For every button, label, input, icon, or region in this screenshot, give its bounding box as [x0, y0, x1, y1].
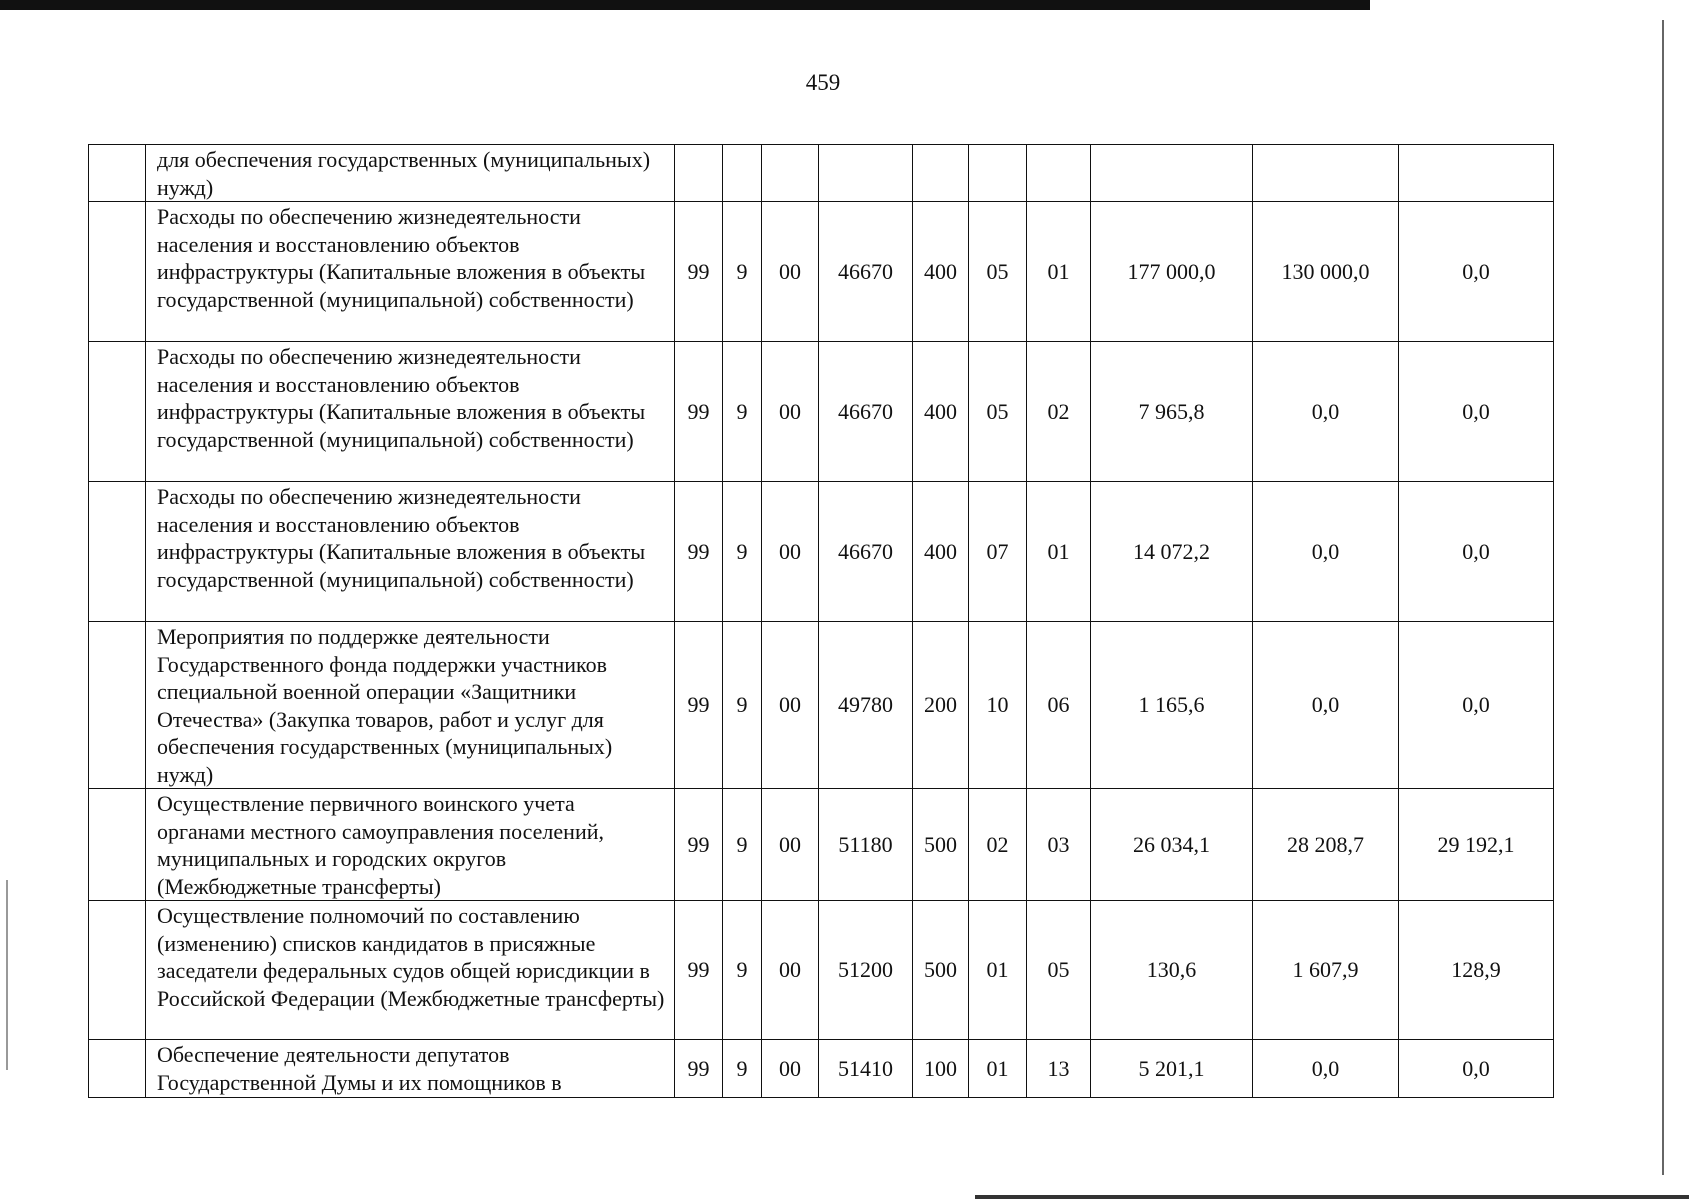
table-row — [89, 901, 1554, 1040]
code-expense: 51410 — [819, 1040, 913, 1098]
code-pr — [1027, 145, 1091, 202]
code-expense: 46670 — [819, 202, 913, 342]
sum-year-2: 0,0 — [1253, 1040, 1399, 1098]
page-number: 459 — [805, 70, 841, 95]
sum-year-2: 130 000,0 — [1253, 202, 1399, 342]
sum-year-3: 0,0 — [1399, 482, 1554, 622]
code-direction: 00 — [762, 342, 819, 482]
sum-year-2: 1 607,9 — [1253, 901, 1399, 1040]
sum-year-2: 0,0 — [1253, 482, 1399, 622]
code-vr: 100 — [913, 1040, 969, 1098]
row-description: Расходы по обеспечению жизнедеятельности населения и восстановлению объектов инфраструктуры (Капитальные вложения в объекты государственной (муниципальной) собственности) — [146, 482, 675, 622]
sum-year-2 — [1253, 145, 1399, 202]
row-number-cell — [89, 342, 146, 482]
code-pr: 01 — [1027, 482, 1091, 622]
row-description: Обеспечение деятельности депутатов Государственной Думы и их помощников в — [146, 1040, 675, 1098]
sum-year-1: 5 201,1 — [1091, 1040, 1253, 1098]
code-rz: 05 — [969, 342, 1027, 482]
sum-year-3: 29 192,1 — [1399, 789, 1554, 901]
code-direction: 00 — [762, 622, 819, 789]
sum-year-2: 28 208,7 — [1253, 789, 1399, 901]
sum-year-3 — [1399, 145, 1554, 202]
code-vr: 500 — [913, 901, 969, 1040]
code-subprogram: 9 — [723, 1040, 762, 1098]
row-number-cell — [89, 482, 146, 622]
code-rz: 01 — [969, 901, 1027, 1040]
sum-year-1: 7 965,8 — [1091, 342, 1253, 482]
table-row — [89, 789, 1554, 901]
code-rz: 05 — [969, 202, 1027, 342]
code-program: 99 — [675, 202, 723, 342]
row-number-cell — [89, 901, 146, 1040]
code-rz: 02 — [969, 789, 1027, 901]
code-subprogram: 9 — [723, 342, 762, 482]
code-pr: 05 — [1027, 901, 1091, 1040]
row-number-cell — [89, 145, 146, 202]
row-description: Осуществление полномочий по составлению (изменению) списков кандидатов в присяжные заседатели федеральных судов общей юрисдикции в Российской Федерации (Межбюджетные трансферты) — [146, 901, 675, 1040]
code-rz: 10 — [969, 622, 1027, 789]
sum-year-3: 0,0 — [1399, 202, 1554, 342]
table-row — [89, 482, 1554, 622]
code-subprogram: 9 — [723, 622, 762, 789]
code-program: 99 — [675, 622, 723, 789]
code-expense — [819, 145, 913, 202]
row-description: для обеспечения государственных (муниципальных) нужд) — [146, 145, 675, 202]
code-expense: 51180 — [819, 789, 913, 901]
code-vr: 400 — [913, 202, 969, 342]
code-vr: 400 — [913, 482, 969, 622]
row-number-cell — [89, 1040, 146, 1098]
scan-top-border — [0, 0, 1370, 10]
sum-year-3: 128,9 — [1399, 901, 1554, 1040]
table-row — [89, 202, 1554, 342]
sum-year-3: 0,0 — [1399, 342, 1554, 482]
sum-year-1: 177 000,0 — [1091, 202, 1253, 342]
scan-left-mark — [6, 880, 8, 1070]
sum-year-1: 1 165,6 — [1091, 622, 1253, 789]
code-expense: 49780 — [819, 622, 913, 789]
table-row — [89, 342, 1554, 482]
row-number-cell — [89, 789, 146, 901]
table-row — [89, 622, 1554, 789]
code-vr: 400 — [913, 342, 969, 482]
budget-table — [88, 144, 1554, 1098]
code-direction: 00 — [762, 482, 819, 622]
table-row — [89, 1040, 1554, 1098]
code-vr: 500 — [913, 789, 969, 901]
code-vr — [913, 145, 969, 202]
sum-year-3: 0,0 — [1399, 622, 1554, 789]
row-number-cell — [89, 202, 146, 342]
code-expense: 46670 — [819, 482, 913, 622]
sum-year-1: 130,6 — [1091, 901, 1253, 1040]
row-description: Расходы по обеспечению жизнедеятельности населения и восстановлению объектов инфраструктуры (Капитальные вложения в объекты государственной (муниципальной) собственности) — [146, 342, 675, 482]
code-direction: 00 — [762, 789, 819, 901]
budget-table-body — [89, 145, 1554, 1098]
row-description: Расходы по обеспечению жизнедеятельности населения и восстановлению объектов инфраструктуры (Капитальные вложения в объекты государственной (муниципальной) собственности) — [146, 202, 675, 342]
code-direction — [762, 145, 819, 202]
scan-right-edge-line — [1662, 20, 1664, 1175]
sum-year-1: 26 034,1 — [1091, 789, 1253, 901]
code-subprogram: 9 — [723, 482, 762, 622]
code-direction: 00 — [762, 901, 819, 1040]
code-expense: 46670 — [819, 342, 913, 482]
code-program: 99 — [675, 901, 723, 1040]
code-subprogram: 9 — [723, 901, 762, 1040]
code-vr: 200 — [913, 622, 969, 789]
sum-year-2: 0,0 — [1253, 622, 1399, 789]
sum-year-1 — [1091, 145, 1253, 202]
code-pr: 02 — [1027, 342, 1091, 482]
code-pr: 13 — [1027, 1040, 1091, 1098]
code-pr: 03 — [1027, 789, 1091, 901]
code-subprogram: 9 — [723, 789, 762, 901]
code-pr: 06 — [1027, 622, 1091, 789]
code-rz: 07 — [969, 482, 1027, 622]
sum-year-3: 0,0 — [1399, 1040, 1554, 1098]
code-program: 99 — [675, 1040, 723, 1098]
sum-year-1: 14 072,2 — [1091, 482, 1253, 622]
code-direction: 00 — [762, 202, 819, 342]
scan-bottom-line — [975, 1195, 1689, 1199]
table-row — [89, 145, 1554, 202]
row-number-cell — [89, 622, 146, 789]
code-expense: 51200 — [819, 901, 913, 1040]
code-program — [675, 145, 723, 202]
row-description: Мероприятия по поддержке деятельности Государственного фонда поддержки участников специальной военной операции «Защитники Отечества» (Закупка товаров, работ и услуг для обеспечения государственных (муниципальных) нужд) — [146, 622, 675, 789]
code-program: 99 — [675, 342, 723, 482]
code-subprogram: 9 — [723, 202, 762, 342]
sum-year-2: 0,0 — [1253, 342, 1399, 482]
code-direction: 00 — [762, 1040, 819, 1098]
code-rz — [969, 145, 1027, 202]
row-description: Осуществление первичного воинского учета органами местного самоуправления поселений, муниципальных и городских округов (Межбюджетные трансферты) — [146, 789, 675, 901]
code-program: 99 — [675, 789, 723, 901]
code-rz: 01 — [969, 1040, 1027, 1098]
code-subprogram — [723, 145, 762, 202]
code-pr: 01 — [1027, 202, 1091, 342]
code-program: 99 — [675, 482, 723, 622]
